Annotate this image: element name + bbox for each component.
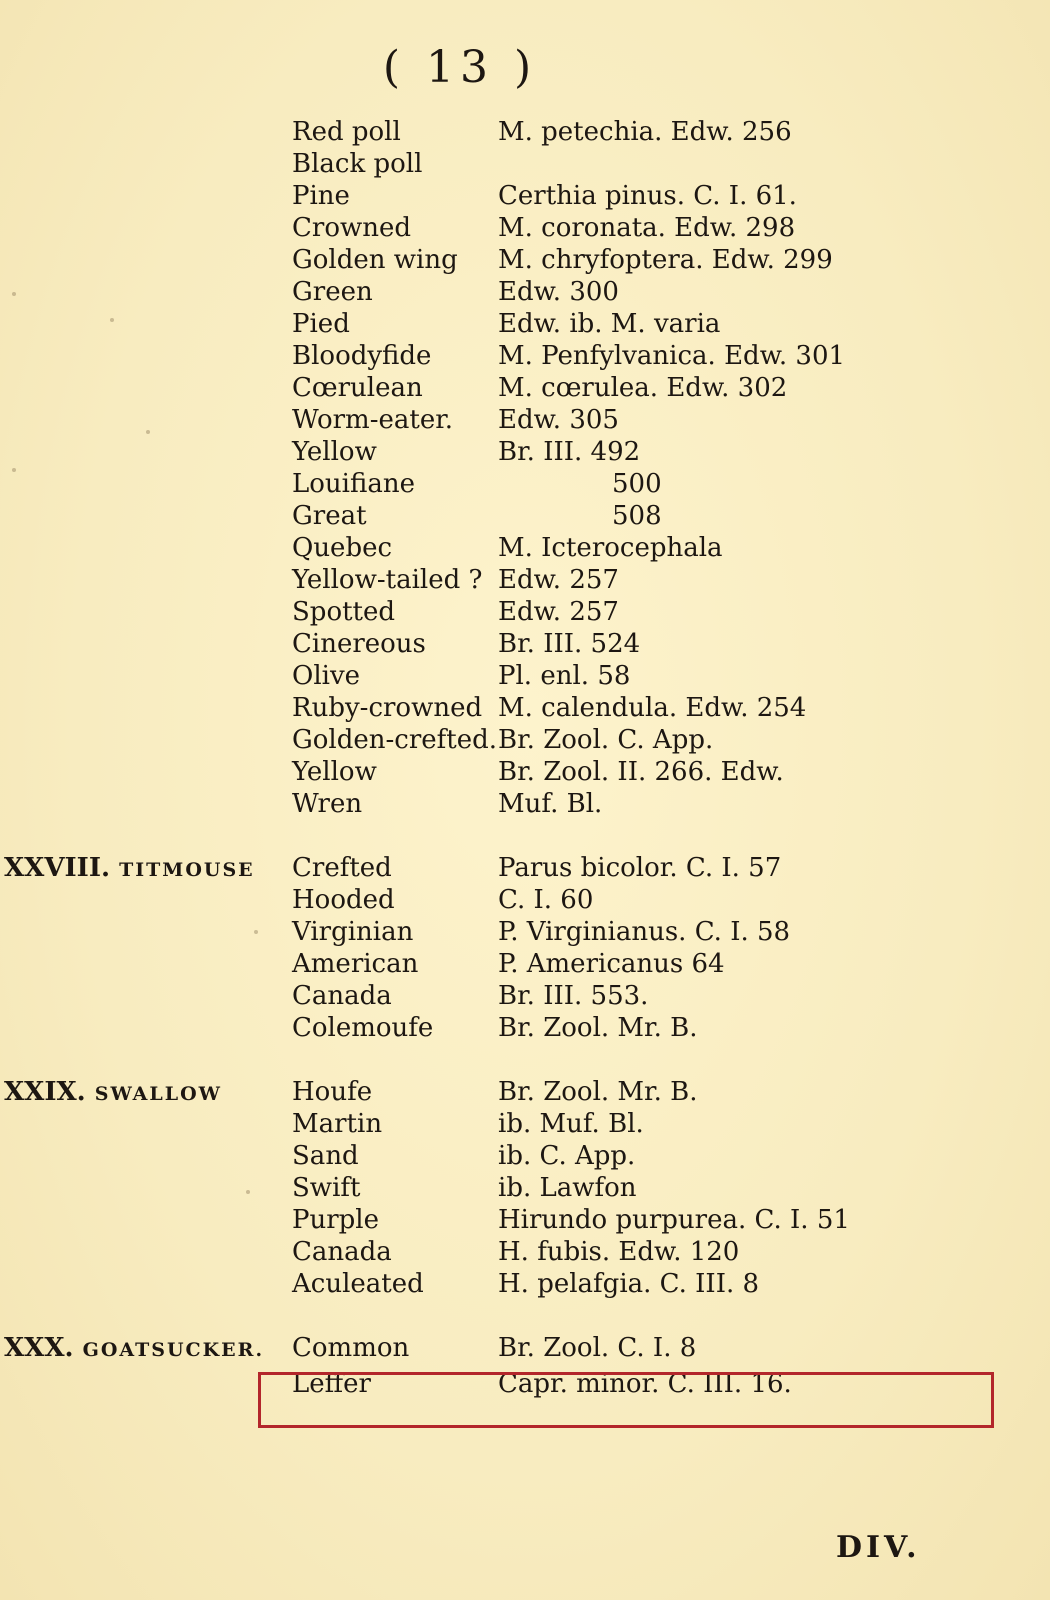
species-name: Wren xyxy=(292,789,363,819)
species-name: Olive xyxy=(292,661,361,691)
species-name: Yellow xyxy=(292,757,377,787)
species-reference: Br. Zool. II. 266. Edw. xyxy=(498,757,784,787)
species-reference: Br. Zool. Mr. B. xyxy=(498,1013,698,1043)
species-name: Purple xyxy=(292,1205,380,1235)
species-name: Red poll xyxy=(292,117,401,147)
species-reference: Br. Zool. Mr. B. xyxy=(498,1077,698,1107)
species-reference: ib. C. App. xyxy=(498,1141,636,1171)
species-name: American xyxy=(292,949,419,979)
species-reference: M. petechia. Edw. 256 xyxy=(498,117,792,147)
species-name: Ruby-crowned xyxy=(292,693,483,723)
genus-numeral: XXX. xyxy=(4,1333,74,1363)
species-name: Virginian xyxy=(292,917,414,947)
species-name: Cinereous xyxy=(292,629,426,659)
genus-heading xyxy=(4,852,255,886)
catchword: DIV. xyxy=(836,1530,921,1565)
species-name: Green xyxy=(292,277,373,307)
species-name: Great xyxy=(292,501,367,531)
species-name: Golden-crefted. xyxy=(292,725,498,755)
species-name: Houfe xyxy=(292,1077,373,1107)
species-name: Cœrulean xyxy=(292,373,423,403)
species-reference: Edw. 305 xyxy=(498,405,619,435)
paper-speck xyxy=(110,318,114,322)
species-reference: C. I. 60 xyxy=(498,885,594,915)
species-reference: Hirundo purpurea. C. I. 51 xyxy=(498,1205,850,1235)
genus-heading xyxy=(4,1076,222,1110)
species-name: Spotted xyxy=(292,597,396,627)
species-name: Yellow xyxy=(292,437,377,467)
species-name: Crefted xyxy=(292,853,392,883)
species-reference: Br. Zool. C. App. xyxy=(498,725,714,755)
species-name: Crowned xyxy=(292,213,412,243)
paper-speck xyxy=(146,430,150,434)
species-name: Louifiane xyxy=(292,469,415,499)
species-name: Colemoufe xyxy=(292,1013,434,1043)
paper-speck xyxy=(12,468,16,472)
species-name: Worm-eater. xyxy=(292,405,454,435)
species-reference: H. fubis. Edw. 120 xyxy=(498,1237,740,1267)
species-reference: P. Americanus 64 xyxy=(498,949,725,979)
species-reference: M. calendula. Edw. 254 xyxy=(498,693,807,723)
paper-speck xyxy=(254,930,258,934)
species-reference: ib. Muf. Bl. xyxy=(498,1109,644,1139)
species-reference: Muf. Bl. xyxy=(498,789,603,819)
paper-speck xyxy=(12,292,16,296)
species-reference: 500 xyxy=(612,469,662,499)
species-reference: M. chryfoptera. Edw. 299 xyxy=(498,245,833,275)
species-reference: Pl. enl. 58 xyxy=(498,661,631,691)
species-name: Aculeated xyxy=(292,1269,424,1299)
species-reference: Br. III. 553. xyxy=(498,981,649,1011)
species-reference: M. Penfylvanica. Edw. 301 xyxy=(498,341,846,371)
species-name: Sand xyxy=(292,1141,359,1171)
species-reference: Br. Zool. C. I. 8 xyxy=(498,1333,697,1363)
genus-name: TITMOUSE xyxy=(119,859,255,881)
species-reference: M. coronata. Edw. 298 xyxy=(498,213,796,243)
species-name: Pied xyxy=(292,309,350,339)
page-number: ( 13 ) xyxy=(382,42,538,93)
species-name: Leffer xyxy=(292,1369,371,1399)
genus-name: SWALLOW xyxy=(94,1083,222,1105)
species-reference: Br. III. 492 xyxy=(498,437,641,467)
species-name: Canada xyxy=(292,981,392,1011)
genus-numeral: XXVIII. xyxy=(4,853,111,883)
species-reference: ib. Lawfon xyxy=(498,1173,637,1203)
species-reference: Edw. 257 xyxy=(498,597,619,627)
species-name: Pine xyxy=(292,181,350,211)
species-reference: Edw. 300 xyxy=(498,277,619,307)
species-name: Canada xyxy=(292,1237,392,1267)
species-name: Quebec xyxy=(292,533,393,563)
species-reference: 508 xyxy=(612,501,662,531)
paper-speck xyxy=(246,1190,250,1194)
genus-name: GOATSUCKER. xyxy=(82,1339,265,1361)
species-name: Hooded xyxy=(292,885,395,915)
genus-heading xyxy=(4,1332,264,1366)
species-reference: M. cœrulea. Edw. 302 xyxy=(498,373,788,403)
species-name: Black poll xyxy=(292,149,423,179)
species-name: Golden wing xyxy=(292,245,458,275)
species-reference: H. pelafgia. C. III. 8 xyxy=(498,1269,760,1299)
species-name: Martin xyxy=(292,1109,383,1139)
species-reference: M. Icterocephala xyxy=(498,533,723,563)
species-reference: P. Virginianus. C. I. 58 xyxy=(498,917,791,947)
highlight-box xyxy=(258,1372,994,1428)
species-reference: Edw. 257 xyxy=(498,565,619,595)
species-reference: Br. III. 524 xyxy=(498,629,641,659)
species-name: Bloodyfide xyxy=(292,341,432,371)
species-reference: Parus bicolor. C. I. 57 xyxy=(498,853,782,883)
species-name: Yellow-tailed ? xyxy=(292,565,483,595)
species-reference: Edw. ib. M. varia xyxy=(498,309,721,339)
species-name: Common xyxy=(292,1333,410,1363)
species-reference: Capr. minor. C. III. 16. xyxy=(498,1369,792,1399)
species-name: Swift xyxy=(292,1173,361,1203)
genus-numeral: XXIX. xyxy=(4,1077,86,1107)
species-reference: Certhia pinus. C. I. 61. xyxy=(498,181,797,211)
